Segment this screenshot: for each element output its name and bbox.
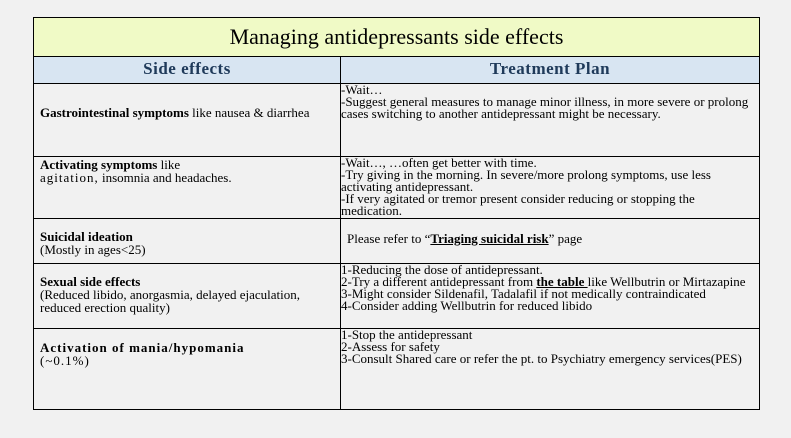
side-effect-detail: (~0.1%) <box>40 353 90 368</box>
side-effect-name: Activation of mania/hypomania <box>40 340 245 355</box>
table-row <box>34 219 760 264</box>
plan-line: 1-Reducing the dose of antidepressant. <box>341 262 543 277</box>
header-side-effects: Side effects <box>34 57 341 84</box>
side-effect-name: Activating symptoms <box>40 157 158 172</box>
table-row <box>34 84 760 157</box>
side-effects-table <box>33 17 759 410</box>
side-effect-detail: (Reduced libido, anorgasmia, delayed ejaculation, reduced erection quality) <box>40 287 301 315</box>
side-effect-name: Suicidal ideation <box>40 229 133 244</box>
the-table-link[interactable]: the table <box>536 274 588 289</box>
table-row <box>34 157 760 219</box>
side-effect-name: Gastrointestinal symptoms <box>40 105 189 120</box>
plan-line: -Wait… <box>341 82 383 97</box>
side-effect-cell <box>34 84 341 157</box>
plan-line: -Try giving in the morning. In severe/more prolong symptoms, use less activating antidepressant. <box>341 167 711 194</box>
side-effect-cell <box>34 329 341 410</box>
side-effect-detail: like <box>157 157 181 172</box>
table-title: Managing antidepressants side effects <box>34 18 760 57</box>
plan-line: 4-Consider adding Wellbutrin for reduced libido <box>341 298 593 313</box>
side-effect-detail: agitation, <box>40 170 99 185</box>
plan-line: 1-Stop the antidepressant <box>341 327 473 342</box>
table-row <box>34 329 760 410</box>
treatment-plan-cell <box>341 157 760 219</box>
plan-line: 2-Assess for safety <box>341 339 440 354</box>
plan-text: Please refer to “ <box>347 231 431 246</box>
header-treatment-plan: Treatment Plan <box>341 57 760 84</box>
side-effect-cell <box>34 264 341 329</box>
treatment-plan-cell <box>341 219 760 264</box>
plan-line: 3-Might consider Sildenafil, Tadalafil if not medically contraindicated <box>341 286 706 301</box>
plan-line: -Wait…, …often get better with time. <box>341 155 537 170</box>
plan-text: 2-Try a different antidepressant from <box>341 274 537 289</box>
treatment-plan-cell <box>341 84 760 157</box>
treatment-plan-cell <box>341 329 760 410</box>
side-effect-detail: insomnia and headaches. <box>98 170 232 185</box>
treatment-plan-cell <box>341 264 760 329</box>
side-effect-detail: like nausea & diarrhea <box>188 105 310 120</box>
side-effect-cell <box>34 219 341 264</box>
plan-text: ” page <box>548 231 583 246</box>
side-effect-detail: (Mostly in ages<25) <box>40 242 146 257</box>
triaging-suicidal-risk-link[interactable]: Triaging suicidal risk <box>430 231 549 246</box>
plan-line: -Suggest general measures to manage minor illness, in more severe or prolong cases switching to another antidepressant might be necessary. <box>341 94 749 121</box>
plan-line: -If very agitated or tremor present consider reducing or stopping the medication. <box>341 191 695 218</box>
side-effect-name: Sexual side effects <box>40 274 141 289</box>
plan-line: 3-Consult Shared care or refer the pt. to Psychiatry emergency services(PES) <box>341 351 742 366</box>
side-effect-cell <box>34 157 341 219</box>
table-row <box>34 264 760 329</box>
plan-text: like Wellbutrin or Mirtazapine <box>587 274 746 289</box>
